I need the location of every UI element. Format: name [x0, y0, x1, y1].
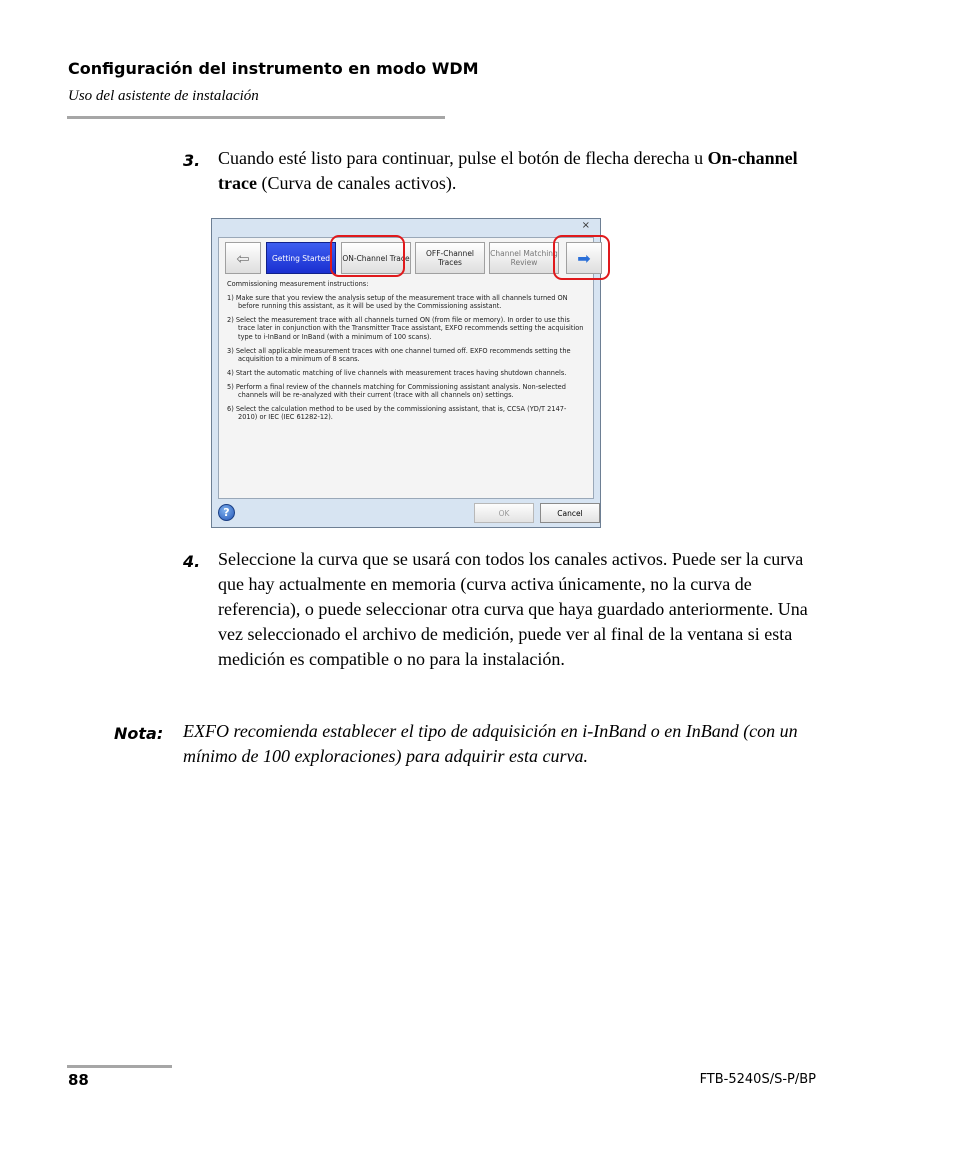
step-number: 4. — [183, 552, 201, 571]
step-text — [218, 146, 818, 196]
back-button[interactable] — [225, 242, 261, 274]
close-icon[interactable]: × — [581, 220, 590, 231]
instructions-text — [227, 280, 585, 427]
instruction-item: 1) Make sure that you review the analysis setup of the measurement trace with all channels turned ON before running this assistant, as it will be used by the Commissioning assistant. — [227, 293, 568, 311]
page-number: 88 — [68, 1071, 89, 1089]
tab-channel-matching-review[interactable]: Channel Matching Review — [489, 242, 559, 274]
instruction-item: 3) Select all applicable measurement traces with one channel turned off. EXFO recommends setting the acquisition to a minimum of 8 scans. — [227, 346, 571, 363]
instructions-title: Commissioning measurement instructions: — [227, 280, 369, 288]
step-bold-term: On-channel trace — [218, 148, 798, 193]
note-label: Nota: — [114, 724, 164, 743]
step-text: Seleccione la curva que se usará con todos los canales activos. Puede ser la curva que hay actualmente en memoria (curva activa únicamente, no la curva de referencia), o puede seleccionar otra curva que haya guardado anteriormente. Una vez seleccionado el archivo de medición, puede ver al final de la ventana si esta medición es compatible o no para la instalación. — [218, 549, 808, 669]
arrow-left-icon: ⇦ — [236, 248, 250, 268]
dialog-footer — [212, 499, 600, 527]
instruction-item: 6) Select the calculation method to be used by the commissioning assistant, that is, CCSA (YD/T 2147-2010) or IEC (IEC 61282-12). — [227, 404, 567, 422]
section-subtitle: Uso del asistente de instalación — [68, 88, 259, 104]
arrow-right-icon: ➡ — [577, 248, 591, 268]
instruction-item: 5) Perform a final review of the channels matching for Commissioning assistant analysis. Non-selected channels will be re-analyzed with their current (trace with all channels on) settings. — [227, 382, 566, 399]
assistant-panel — [218, 237, 594, 499]
assistant-window-screenshot — [211, 218, 601, 528]
tab-off-channel-traces[interactable]: OFF-Channel Traces — [415, 242, 485, 274]
instruction-item: 2) Select the measurement trace with all channels turned ON (from file or memory). In order to use this trace later in conjunction with the Transmitter Trace assistant, EXFO recommends setting the acquisition type to i-InBand or InBand (with a minimum of 100 scans). — [227, 316, 584, 341]
product-model: FTB-5240S/S-P/BP — [699, 1072, 816, 1087]
note-text: EXFO recomienda establecer el tipo de adquisición en i-InBand o en InBand (con un mínimo de 100 exploraciones) para adquirir esta curva. — [183, 721, 798, 766]
step-text-part: Cuando esté listo para continuar, pulse el botón de flecha derecha u — [218, 148, 708, 168]
wizard-nav — [225, 242, 589, 276]
highlight-circle — [553, 235, 610, 280]
tab-on-channel-trace[interactable]: ON-Channel Trace — [341, 242, 411, 274]
footer-divider — [67, 1065, 172, 1068]
header-divider — [67, 116, 445, 119]
ok-button[interactable]: OK — [474, 503, 534, 523]
section-title: Configuración del instrumento en modo WDM — [68, 59, 479, 78]
tab-getting-started[interactable]: Getting Started — [266, 242, 336, 274]
help-icon[interactable]: ? — [218, 504, 235, 521]
step-text-part: (Curva de canales activos). — [256, 173, 457, 193]
highlight-circle — [330, 235, 405, 277]
cancel-button[interactable]: Cancel — [540, 503, 600, 523]
instruction-item: 4) Start the automatic matching of live channels with measurement traces having shutdown channels. — [227, 368, 567, 377]
step-number: 3. — [183, 151, 201, 170]
